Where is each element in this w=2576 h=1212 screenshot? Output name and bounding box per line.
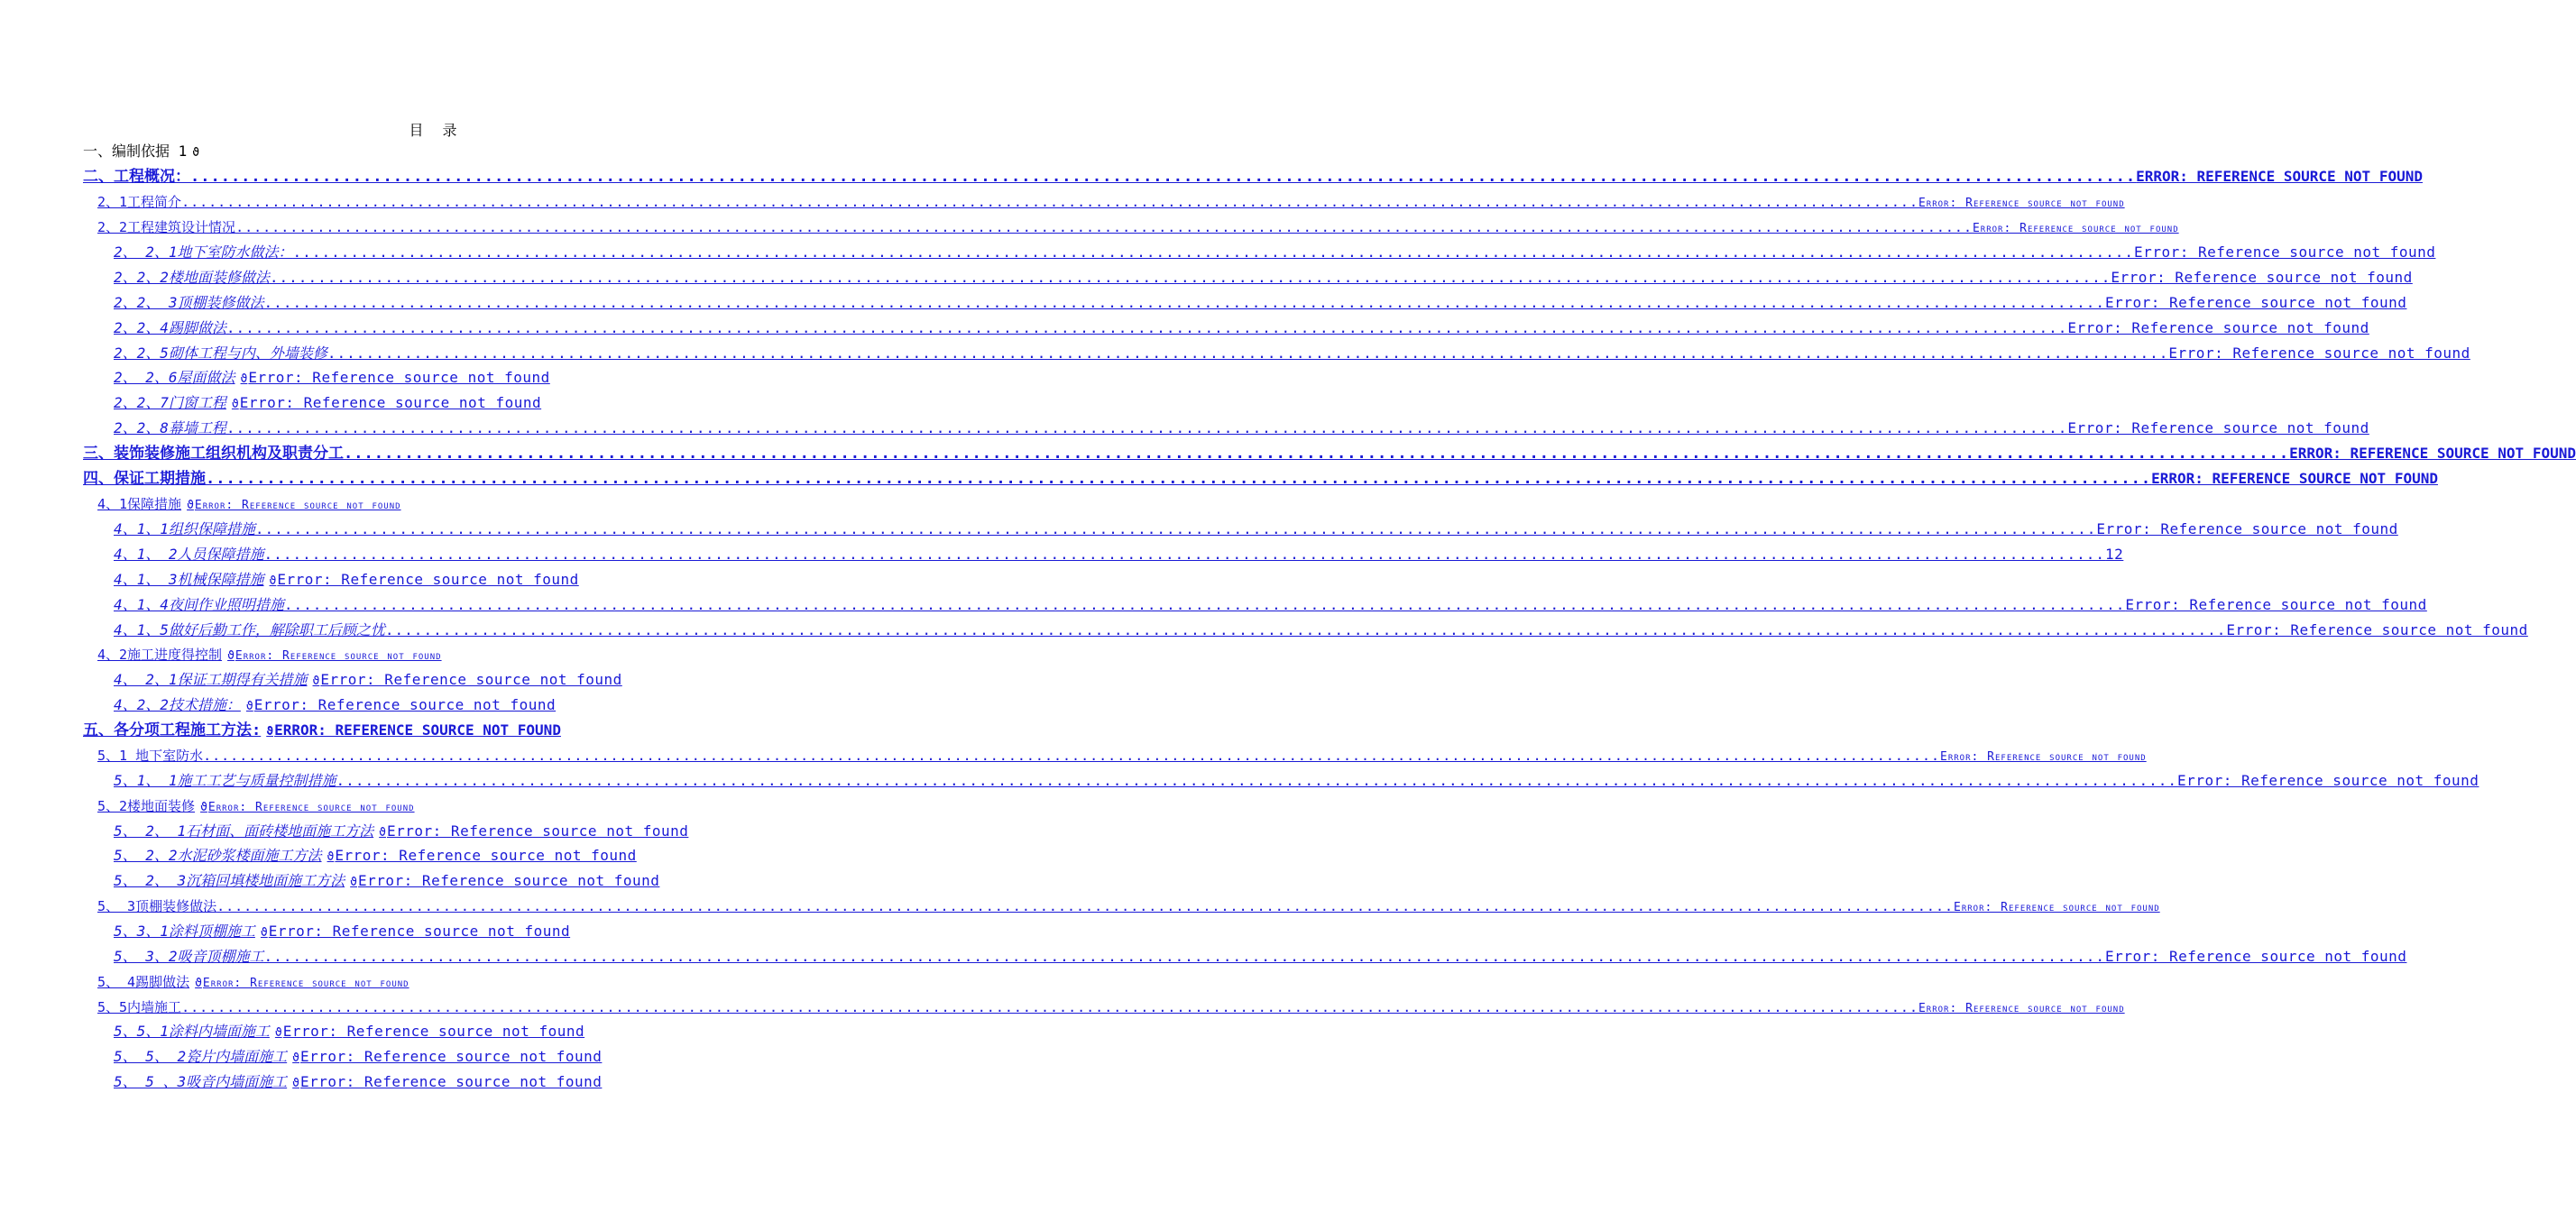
field-mark-icon: ϑ: [227, 649, 235, 663]
toc-error-ref: Error: Reference source not found: [2134, 243, 2436, 261]
field-mark-icon: ϑ: [245, 700, 253, 713]
toc-entry-2-2-2[interactable]: [114, 267, 2413, 289]
toc-entry-label: 2、1工程简介: [97, 194, 182, 210]
toc-error-ref: Error: Reference source not found: [2105, 294, 2407, 311]
toc-entry-2-2-3[interactable]: [114, 292, 2407, 314]
field-mark-icon: ϑ: [260, 926, 268, 940]
field-mark-icon: ϑ: [379, 826, 386, 840]
toc-error-ref: Error: Reference source not found: [387, 822, 689, 840]
toc-entry-5-2-2[interactable]: [114, 845, 637, 867]
toc-error-ref: Error: Reference source not found: [194, 499, 401, 512]
toc-entry-4-1-1[interactable]: [114, 519, 2398, 540]
toc-leader: ................................................................................................................................................................................................: [263, 546, 2106, 563]
toc-entry-5-2-3[interactable]: [114, 870, 659, 892]
toc-entry-5-5-2[interactable]: [114, 1046, 602, 1068]
toc-entry-basis[interactable]: [83, 141, 200, 162]
toc-entry-5-2-1[interactable]: [114, 821, 688, 842]
field-mark-icon: ϑ: [292, 1077, 299, 1090]
toc-entry-overview[interactable]: [83, 166, 2423, 188]
toc-leader: ................................................................................................................................................................................................: [292, 243, 2135, 261]
toc-entry-label: 5、 2、2水泥砂浆楼面施工方法: [114, 847, 322, 864]
toc-entry-label: 2、2、2楼地面装修做法: [114, 269, 270, 286]
toc-entry-label: 2、2、7门窗工程: [114, 394, 226, 411]
toc-entry-4-1-5[interactable]: [114, 620, 2528, 641]
toc-error-ref: ERROR: REFERENCE SOURCE NOT FOUND: [2289, 445, 2576, 462]
toc-entry-label: 5、1、 1施工工艺与质量控制措施: [114, 772, 336, 789]
toc-leader: ................................................................................................................................................................................................: [206, 470, 2152, 488]
toc-title: 目 录: [409, 122, 465, 139]
toc-entry-label: 4、1、5做好后勤工作，解除职工后顾之忧: [114, 621, 385, 638]
field-mark-icon: ϑ: [269, 574, 277, 588]
field-mark-icon: ϑ: [350, 876, 357, 889]
toc-leader: ................................................................................................................................................................................................: [269, 269, 2111, 286]
toc-error-ref: Error: Reference source not found: [1918, 1002, 2125, 1015]
toc-entry-2-2-7[interactable]: [114, 392, 541, 414]
toc-entry-5-3-2[interactable]: [114, 946, 2407, 968]
toc-entry-5-5-3[interactable]: [114, 1071, 602, 1093]
toc-error-ref: Error: Reference source not found: [1918, 197, 2125, 210]
toc-leader: ................................................................................................................................................................................................: [344, 445, 2290, 463]
toc-error-ref: Error: Reference source not found: [2067, 419, 2369, 436]
toc-entry-2-2[interactable]: [97, 216, 2179, 238]
field-mark-icon: ϑ: [292, 1051, 299, 1065]
toc-entry-4-1[interactable]: [97, 493, 401, 515]
toc-error-ref: Error: Reference source not found: [253, 696, 557, 713]
toc-entry-2-2-1[interactable]: [114, 242, 2436, 263]
toc-entry-label: 5、 2、 1石材面、面砖楼地面施工方法: [114, 822, 374, 840]
toc-entry-2-2-6[interactable]: [114, 367, 550, 389]
toc-entry-label: 4、1、1组织保障措施: [114, 520, 255, 537]
toc-entry-2-2-5[interactable]: [114, 343, 2470, 364]
toc-entry-label: 5、 5、 2瓷片内墙面施工: [114, 1048, 288, 1065]
toc-entry-label: 4、 2、1保证工期得有关措施: [114, 671, 308, 688]
toc-entry-label: 5、 5 、3吸音内墙面施工: [114, 1073, 288, 1090]
toc-entry-label: 2、 2、6屋面做法: [114, 369, 235, 386]
toc-error-ref: ERROR: REFERENCE SOURCE NOT FOUND: [2151, 470, 2438, 487]
toc-entry-5-5-1[interactable]: [114, 1021, 584, 1042]
toc-entry-label: 4、1、 3机械保障措施: [114, 571, 264, 588]
toc-entry-4-1-3[interactable]: [114, 569, 579, 591]
toc-error-ref: Error: Reference source not found: [2096, 520, 2398, 537]
field-mark-icon: ϑ: [327, 850, 335, 864]
toc-entry-label: 4、1保障措施: [97, 496, 182, 512]
toc-error-ref: Error: Reference source not found: [300, 1048, 603, 1065]
toc-entry-methods[interactable]: [83, 720, 561, 741]
toc-entry-label: 4、2、2技术措施：: [114, 696, 241, 713]
toc-error-ref: Error: Reference source not found: [320, 671, 622, 688]
toc-error-ref: Error: Reference source not found: [335, 847, 637, 864]
toc-entry-label: 4、2施工进度得控制: [97, 647, 223, 663]
toc-entry-5-1[interactable]: [97, 745, 2147, 767]
toc-error-ref: ERROR: REFERENCE SOURCE NOT FOUND: [2136, 168, 2423, 185]
toc-error-ref: Error: Reference source not found: [2105, 948, 2407, 965]
toc-error-ref: Error: Reference source not found: [248, 369, 550, 386]
field-mark-icon: ϑ: [312, 675, 320, 688]
toc-entry-label: 2、 2、1地下室防水做法：: [114, 243, 293, 261]
toc-leader: ................................................................................................................................................................................................: [190, 168, 2137, 186]
toc-page-number: 12: [2105, 546, 2124, 563]
toc-leader: ................................................................................................................................................................................................: [254, 520, 2097, 537]
toc-error-ref: Error: Reference source not found: [2067, 319, 2369, 336]
toc-error-ref: Error: Reference source not found: [207, 801, 415, 814]
toc-entry-label: 2、2、 3顶棚装修做法: [114, 294, 264, 311]
toc-error-ref: Error: Reference source not found: [2226, 621, 2528, 638]
toc-error-ref: Error: Reference source not found: [358, 872, 660, 889]
toc-entry-4-1-4[interactable]: [114, 594, 2427, 616]
toc-leader: ................................................................................................................................................................................................: [181, 194, 1918, 210]
toc-error-ref: Error: Reference source not found: [277, 571, 579, 588]
toc-entry-schedule[interactable]: [83, 468, 2438, 490]
toc-entry-label: 5、3、1涂料顶棚施工: [114, 923, 255, 940]
toc-leader: ................................................................................................................................................................................................: [225, 319, 2068, 336]
toc-entry-5-3[interactable]: [97, 895, 2160, 917]
field-mark-icon: ϑ: [187, 499, 194, 512]
toc-entry-label: 5、5内墙施工: [97, 999, 182, 1015]
toc-entry-label: 三、装饰装修施工组织机构及职责分工: [83, 445, 344, 463]
toc-entry-4-2[interactable]: [97, 644, 442, 666]
toc-entry-5-5[interactable]: [97, 996, 2125, 1018]
toc-entry-label: 5、 2、 3沉箱回填楼地面施工方法: [114, 872, 345, 889]
toc-error-ref: Error: Reference source not found: [2125, 596, 2427, 613]
toc-entry-label: 2、2、8幕墙工程: [114, 419, 226, 436]
field-mark-icon: ϑ: [195, 977, 202, 990]
toc-error-ref: Error: Reference source not found: [2177, 772, 2479, 789]
toc-entry-4-2-2[interactable]: [114, 694, 556, 716]
toc-entry-label: 五、各分项工程施工方法:: [83, 721, 262, 739]
toc-error-ref: Error: Reference source not found: [202, 977, 409, 990]
toc-entry-label: 5、5、1涂料内墙面施工: [114, 1023, 270, 1040]
toc-entry-4-2-1[interactable]: [114, 669, 622, 691]
toc-error-ref: Error: Reference source not found: [1954, 901, 2160, 914]
toc-leader: ................................................................................................................................................................................................: [225, 419, 2068, 436]
toc-entry-label: 2、2工程建筑设计情况: [97, 219, 236, 235]
toc-leader: ................................................................................................................................................................................................: [327, 344, 2169, 362]
toc-error-ref: Error: Reference source not found: [300, 1073, 603, 1090]
toc-entry-label: 5、 4踢脚做法: [97, 974, 190, 990]
field-mark-icon: ϑ: [266, 725, 274, 739]
toc-entry-label: 4、1、 2人员保障措施: [114, 546, 264, 563]
toc-leader: ................................................................................................................................................................................................: [384, 621, 2227, 638]
toc-error-ref: Error: Reference source not found: [2111, 269, 2413, 286]
toc-entry-label: 5、 3顶棚装修做法: [97, 898, 217, 914]
toc-entry-organization[interactable]: [83, 443, 2576, 464]
toc-error-ref: Error: Reference source not found: [282, 1023, 585, 1040]
toc-leader: ................................................................................................................................................................................................: [203, 748, 1940, 764]
toc-entry-5-1-1[interactable]: [114, 770, 2479, 792]
toc-leader: ................................................................................................................................................................................................: [216, 898, 1954, 914]
toc-leader: ................................................................................................................................................................................................: [283, 596, 2126, 613]
toc-entry-label: 2、2、5砌体工程与内、外墙装修: [114, 344, 327, 362]
toc-error-ref: ERROR: REFERENCE SOURCE NOT FOUND: [274, 721, 561, 739]
toc-entry-label: 2、2、4踢脚做法: [114, 319, 226, 336]
toc-entry-label: 5、2楼地面装修: [97, 798, 196, 814]
field-mark-icon: ϑ: [240, 372, 248, 386]
toc-entry-5-2[interactable]: [97, 795, 415, 817]
toc-leader: ................................................................................................................................................................................................: [181, 999, 1918, 1015]
field-mark-icon: ϑ: [200, 801, 207, 814]
toc-entry-5-3-1[interactable]: [114, 921, 570, 942]
toc-entry-4-1-2[interactable]: [114, 544, 2124, 565]
toc-entry-label: 5、1 地下室防水: [97, 748, 204, 764]
toc-entry-label: 四、保证工期措施: [83, 470, 206, 488]
toc-error-ref: Error: Reference source not found: [2168, 344, 2470, 362]
field-mark-icon: ϑ: [192, 146, 200, 160]
toc-entry-label: 一、编制依据 1: [83, 142, 188, 160]
toc-error-ref: Error: Reference source not found: [1972, 222, 2179, 235]
toc-error-ref: Error: Reference source not found: [239, 394, 542, 411]
toc-entry-label: 4、1、4夜间作业照明措施: [114, 596, 284, 613]
field-mark-icon: ϑ: [274, 1026, 282, 1040]
toc-error-ref: Error: Reference source not found: [1940, 750, 2147, 764]
toc-entry-2-2-4[interactable]: [114, 317, 2369, 339]
toc-leader: ................................................................................................................................................................................................: [263, 948, 2106, 965]
toc-entry-label: 5、 3、2吸音顶棚施工: [114, 948, 264, 965]
field-mark-icon: ϑ: [231, 398, 239, 411]
toc-entry-5-4[interactable]: [97, 971, 409, 993]
toc-error-ref: Error: Reference source not found: [268, 923, 571, 940]
toc-leader: ................................................................................................................................................................................................: [235, 219, 1973, 235]
toc-leader: ................................................................................................................................................................................................: [263, 294, 2106, 311]
toc-error-ref: Error: Reference source not found: [235, 649, 442, 663]
toc-entry-label: 二、工程概况：: [83, 168, 190, 186]
toc-entry-2-1[interactable]: [97, 191, 2125, 213]
toc-leader: ................................................................................................................................................................................................: [336, 772, 2178, 789]
toc-entry-2-2-8[interactable]: [114, 418, 2369, 439]
